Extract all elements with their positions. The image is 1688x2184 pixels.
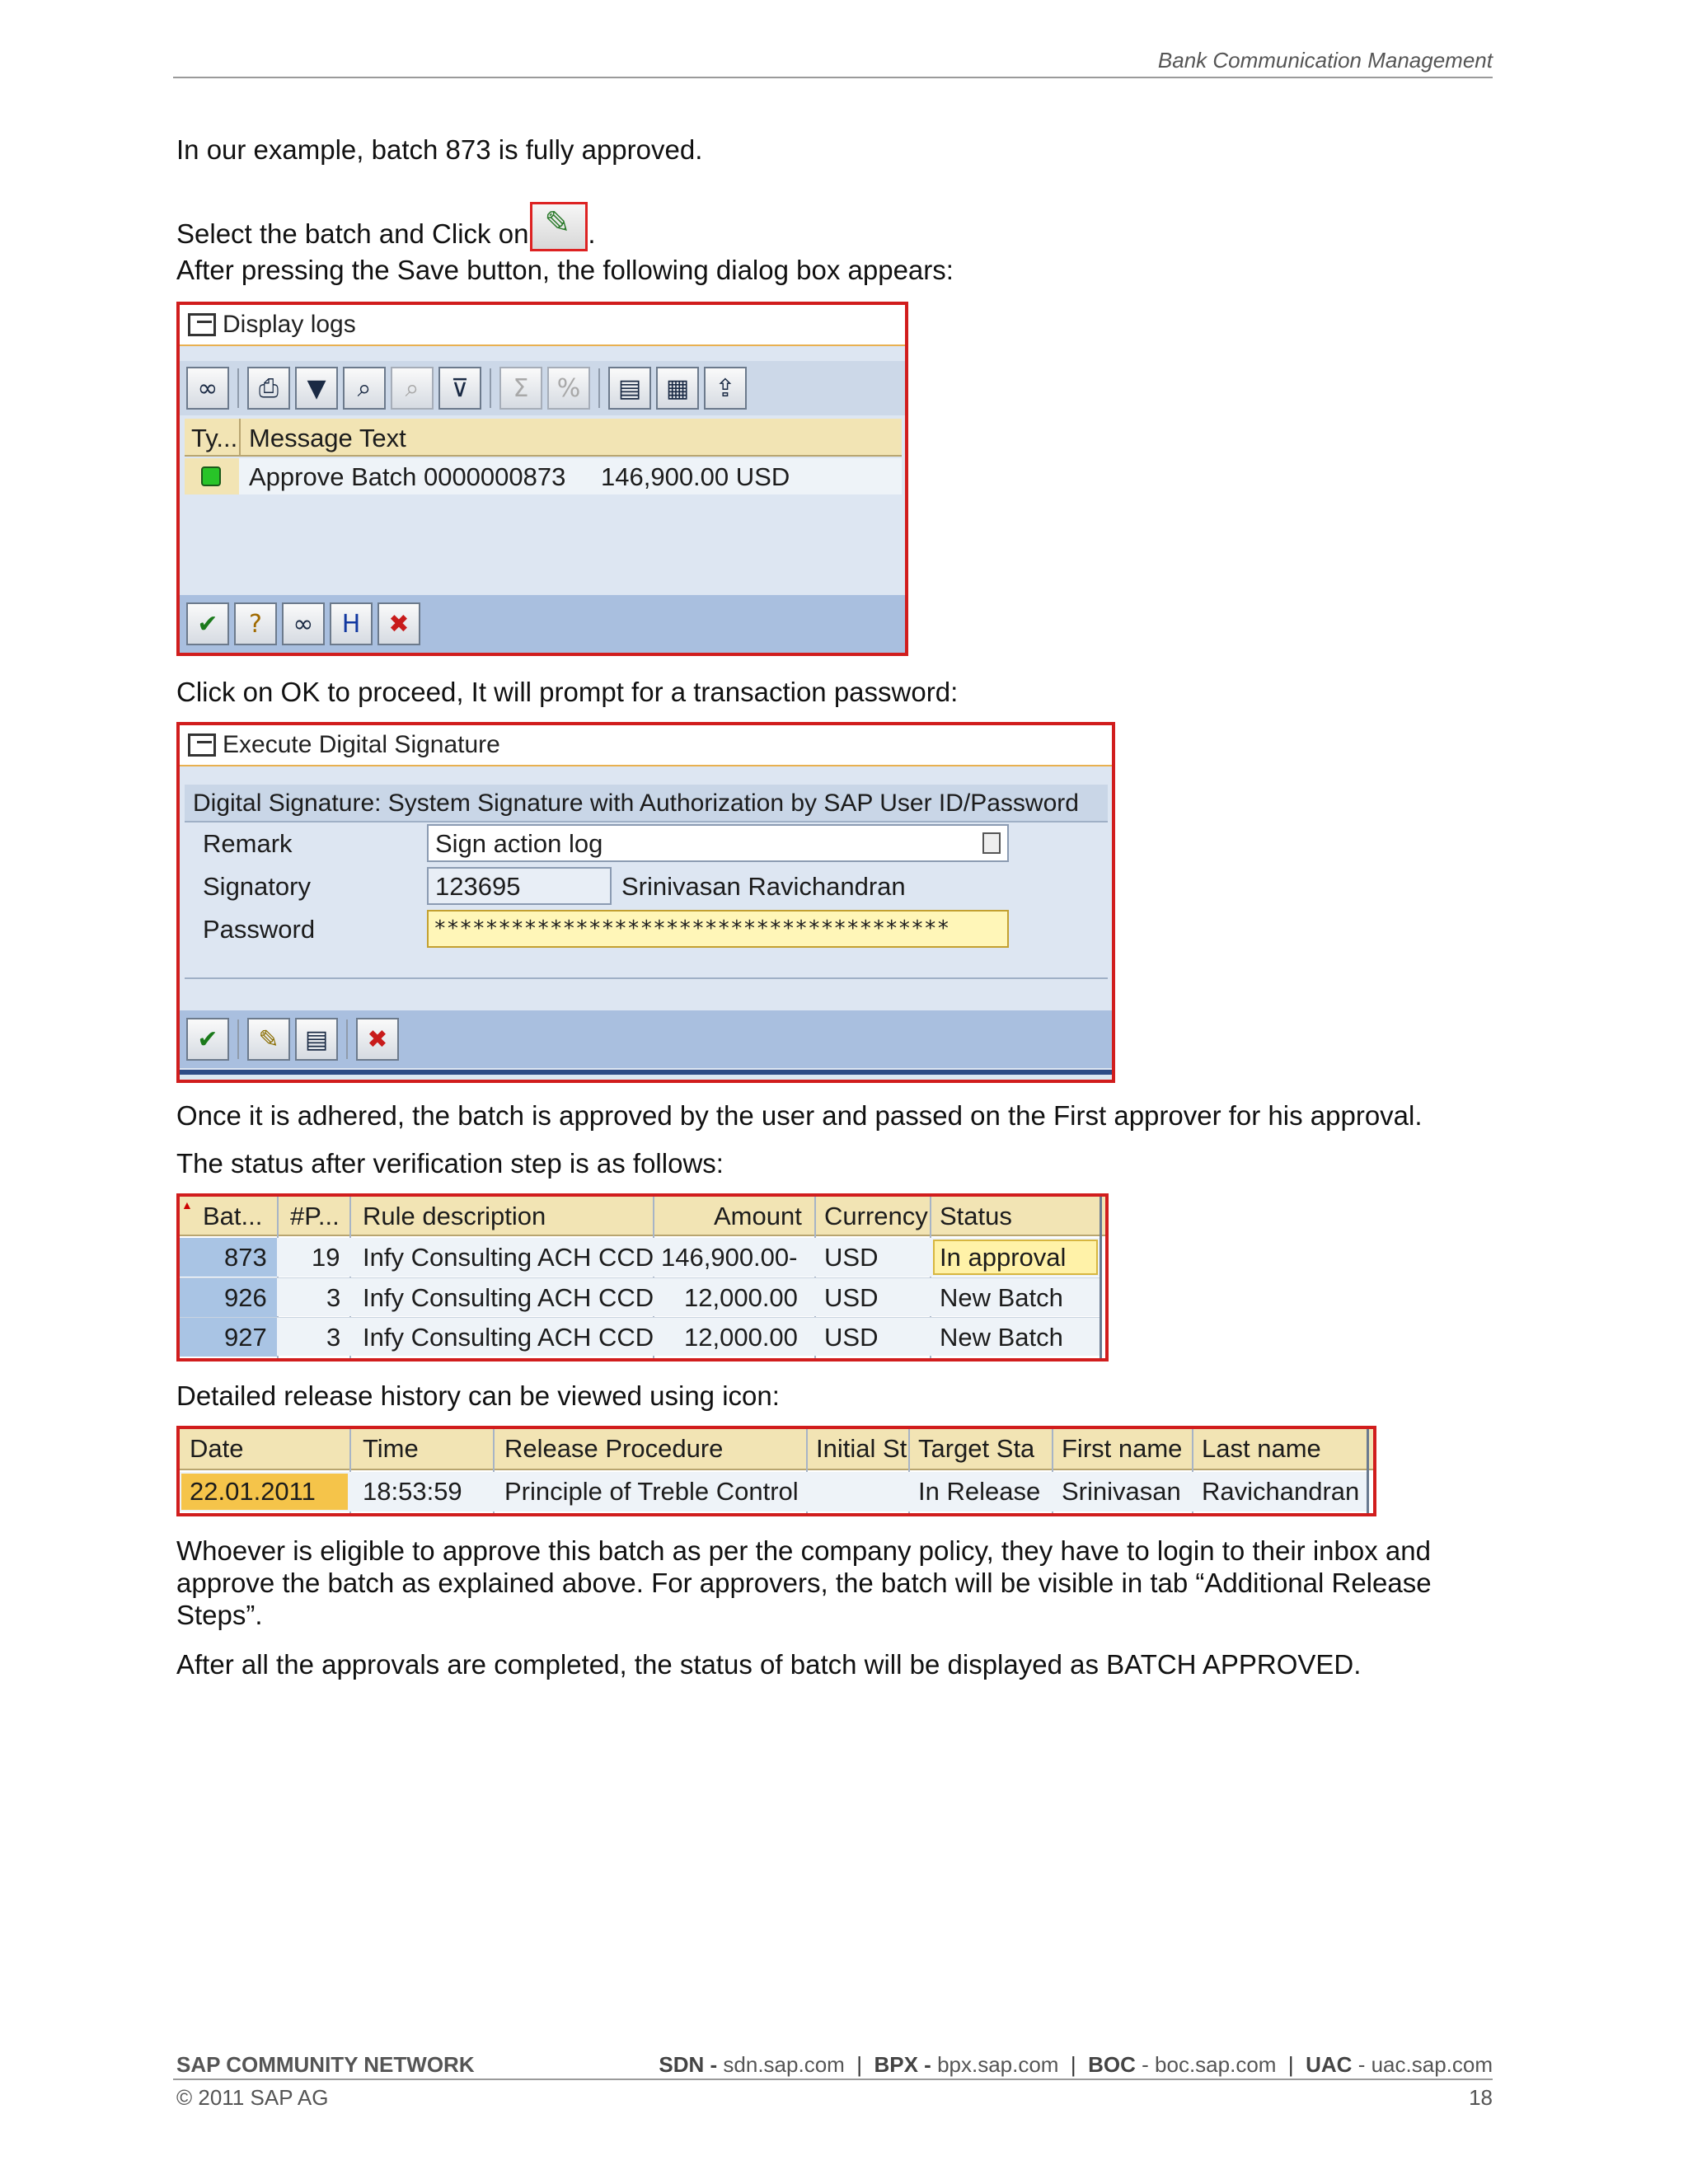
password-input[interactable] — [427, 910, 1009, 948]
row-type-cell — [185, 458, 239, 494]
paragraph-select-end: . — [588, 218, 596, 249]
cell-currency: USD — [824, 1243, 879, 1272]
footer-bpx-label: BPX - — [874, 2052, 931, 2077]
information-button[interactable]: H — [330, 602, 373, 645]
local-file-button[interactable]: ▤ — [608, 367, 651, 410]
footer-separator: | — [1287, 2052, 1294, 2077]
row-amount: 146,900.00 USD — [601, 462, 790, 491]
column-type-header[interactable]: Ty... — [191, 424, 238, 452]
sign-pen-icon: ✎ — [544, 206, 571, 241]
display-logs-title: Display logs — [223, 311, 356, 338]
dialog-window-icon — [188, 733, 216, 757]
row-message-text: Approve Batch 0000000873 — [249, 462, 566, 491]
cell-release-procedure: Principle of Treble Control — [504, 1477, 799, 1506]
cell-amount: 146,900.00- — [661, 1243, 798, 1272]
header-rule-description[interactable]: Rule description — [363, 1202, 546, 1230]
print-button[interactable]: ⎙ — [247, 367, 290, 410]
dialog-divider — [185, 977, 1108, 979]
subtotal-button[interactable]: % — [547, 367, 590, 410]
header-time[interactable]: Time — [363, 1434, 419, 1463]
paragraph-release-history: Detailed release history can be viewed using icon: — [176, 1380, 780, 1411]
footer-copyright: © 2011 SAP AG — [176, 2085, 329, 2110]
header-release-procedure[interactable]: Release Procedure — [504, 1434, 724, 1463]
long-text-icon[interactable] — [982, 832, 1001, 854]
paragraph-all-approvals: After all the approvals are completed, the status of batch will be displayed as BATCH APPROVED. — [176, 1649, 1362, 1680]
cell-first-name: Srinivasan — [1062, 1477, 1181, 1506]
display-logs-toolbar — [180, 361, 905, 415]
dialog-window-icon — [188, 313, 216, 336]
cancel-x-button[interactable]: ✖ — [377, 602, 420, 645]
column-divider — [239, 419, 241, 457]
footer-network: SAP COMMUNITY NETWORK — [176, 2052, 475, 2077]
cell-currency: USD — [824, 1283, 879, 1312]
release-history-table — [176, 1426, 1376, 1516]
filter-button[interactable]: ▼ — [295, 367, 338, 410]
sort-ascending-icon: ▲ — [181, 1198, 193, 1212]
cell-rule: Infy Consulting ACH CCD — [363, 1243, 654, 1272]
table-row[interactable] — [180, 1277, 1100, 1316]
technical-info-button[interactable]: ∞ — [282, 602, 325, 645]
cell-payments: 3 — [326, 1283, 341, 1312]
paragraph-click-ok: Click on OK to proceed, It will prompt for a transaction password: — [176, 677, 959, 707]
header-first-name[interactable]: First name — [1062, 1434, 1183, 1463]
batch-table-header — [180, 1197, 1105, 1236]
cell-status: New Batch — [940, 1283, 1063, 1312]
header-payments[interactable]: #P... — [290, 1202, 340, 1230]
cell-batch: 873 — [224, 1243, 267, 1272]
display-logs-row[interactable] — [185, 458, 902, 494]
display-logs-dialog — [176, 302, 908, 656]
release-table-header — [180, 1429, 1373, 1470]
remark-label: Remark — [203, 829, 293, 858]
export-button[interactable]: ⇪ — [704, 367, 747, 410]
cell-rule: Infy Consulting ACH CCD — [363, 1283, 654, 1312]
sum-button[interactable]: Σ — [499, 367, 542, 410]
password-label: Password — [203, 915, 316, 944]
header-currency[interactable]: Currency — [824, 1202, 928, 1230]
cell-target-status: In Release — [918, 1477, 1041, 1506]
display-document-button[interactable]: ▤ — [295, 1018, 338, 1061]
cell-rule: Infy Consulting ACH CCD — [363, 1323, 654, 1352]
cell-batch: 927 — [224, 1323, 267, 1352]
remark-value: Sign action log — [435, 829, 603, 858]
cell-date: 22.01.2011 — [190, 1477, 316, 1506]
table-row[interactable] — [180, 1238, 1100, 1277]
column-divider — [1367, 1429, 1369, 1513]
footer-boc-label: BOC — [1088, 2052, 1136, 2077]
footer-separator: | — [856, 2052, 863, 2077]
cell-amount: 12,000.00 — [684, 1283, 798, 1312]
signatory-id-field — [427, 867, 612, 905]
cell-payments: 19 — [312, 1243, 340, 1272]
cell-last-name: Ravichandran — [1202, 1477, 1360, 1506]
footer-uac-label: UAC — [1306, 2052, 1353, 2077]
change-layout-button[interactable]: ▦ — [656, 367, 699, 410]
document-header-title: Bank Communication Management — [1157, 48, 1493, 73]
digital-signature-dialog — [176, 722, 1115, 1083]
ok-checkmark-button[interactable]: ✔ — [186, 1018, 229, 1061]
dialog-bottom-stripe — [180, 1070, 1112, 1075]
footer-page-number: 18 — [1469, 2085, 1493, 2110]
cell-batch: 926 — [224, 1283, 267, 1312]
header-target-status[interactable]: Target Sta — [918, 1434, 1035, 1463]
table-row[interactable] — [180, 1317, 1100, 1356]
cancel-x-button[interactable]: ✖ — [356, 1018, 399, 1061]
footer-separator: | — [1070, 2052, 1076, 2077]
footer-boc-link[interactable]: - boc.sap.com — [1142, 2052, 1277, 2077]
paragraph-select-batch — [176, 202, 596, 251]
toolbar-separator — [598, 368, 600, 408]
footer-bpx-link[interactable]: bpx.sap.com — [937, 2052, 1059, 2077]
signatory-name: Srinivasan Ravichandran — [621, 872, 906, 901]
footer-sdn-label: SDN - — [659, 2052, 718, 2077]
signature-group-header — [185, 785, 1108, 823]
cell-time: 18:53:59 — [363, 1477, 462, 1506]
edit-remark-button[interactable]: ✎ — [247, 1018, 290, 1061]
header-status[interactable]: Status — [940, 1202, 1012, 1230]
toolbar-separator — [237, 1019, 239, 1059]
details-glasses-button[interactable]: ∞ — [186, 367, 229, 410]
display-logs-titlebar — [180, 305, 905, 346]
paragraph-status-after: The status after verification step is as follows: — [176, 1148, 724, 1179]
cell-payments: 3 — [326, 1323, 341, 1352]
footer-links — [659, 2052, 1493, 2078]
header-last-name[interactable]: Last name — [1202, 1434, 1321, 1463]
signatory-id-value: 123695 — [435, 872, 521, 901]
find-next-button[interactable]: ⌕ — [391, 367, 434, 410]
digital-signature-title: Execute Digital Signature — [223, 731, 500, 758]
footer-sdn-link[interactable]: sdn.sap.com — [723, 2052, 845, 2077]
paragraph-after-save: After pressing the Save button, the following dialog box appears: — [176, 255, 954, 285]
header-batch[interactable]: Bat... — [203, 1202, 263, 1230]
header-initial-status[interactable]: Initial St — [816, 1434, 907, 1463]
cell-status: In approval — [940, 1243, 1067, 1272]
toolbar-separator — [237, 368, 239, 408]
paragraph-adhered: Once it is adhered, the batch is approved by the user and passed on the First approver for his approval. — [176, 1100, 1423, 1131]
release-button-inline — [530, 202, 588, 251]
ok-checkmark-button[interactable]: ✔ — [186, 602, 229, 645]
header-date[interactable]: Date — [190, 1434, 244, 1463]
remark-input[interactable] — [427, 824, 1009, 862]
success-status-icon — [201, 466, 221, 486]
toolbar-separator — [490, 368, 491, 408]
paragraph-eligible-approvers: Whoever is eligible to approve this batch as per the company policy, they have to login to their inbox and approve the batch as explained above. For approvers, the batch will be visible in tab “Additional Release Steps”. — [176, 1535, 1432, 1630]
cell-currency: USD — [824, 1323, 879, 1352]
digital-signature-button-bar — [180, 1010, 1112, 1068]
signature-group-title: Digital Signature: System Signature with Authorization by SAP User ID/Password — [193, 790, 1079, 817]
batch-status-table — [176, 1193, 1109, 1361]
cell-amount: 12,000.00 — [684, 1323, 798, 1352]
password-mask: **************************************** — [434, 916, 950, 941]
set-filter-button[interactable]: ⊽ — [438, 367, 481, 410]
signatory-label: Signatory — [203, 872, 311, 901]
display-logs-button-bar — [180, 595, 905, 653]
column-message-text-header[interactable]: Message Text — [249, 424, 406, 452]
column-divider — [1100, 1197, 1102, 1358]
header-amount[interactable]: Amount — [714, 1202, 802, 1230]
help-button[interactable]: ? — [234, 602, 277, 645]
toolbar-separator — [346, 1019, 348, 1059]
cell-status: New Batch — [940, 1323, 1063, 1352]
footer-rule — [173, 2079, 1493, 2080]
paragraph-intro: In our example, batch 873 is fully approved. — [176, 134, 703, 165]
header-rule — [173, 77, 1493, 78]
digital-signature-titlebar — [180, 725, 1112, 766]
paragraph-select-text: Select the batch and Click on — [176, 218, 529, 249]
footer-uac-link[interactable]: - uac.sap.com — [1357, 2052, 1493, 2077]
find-binoculars-button[interactable]: ⌕ — [343, 367, 386, 410]
display-logs-grid-header — [185, 419, 902, 457]
table-row[interactable] — [180, 1472, 1367, 1511]
